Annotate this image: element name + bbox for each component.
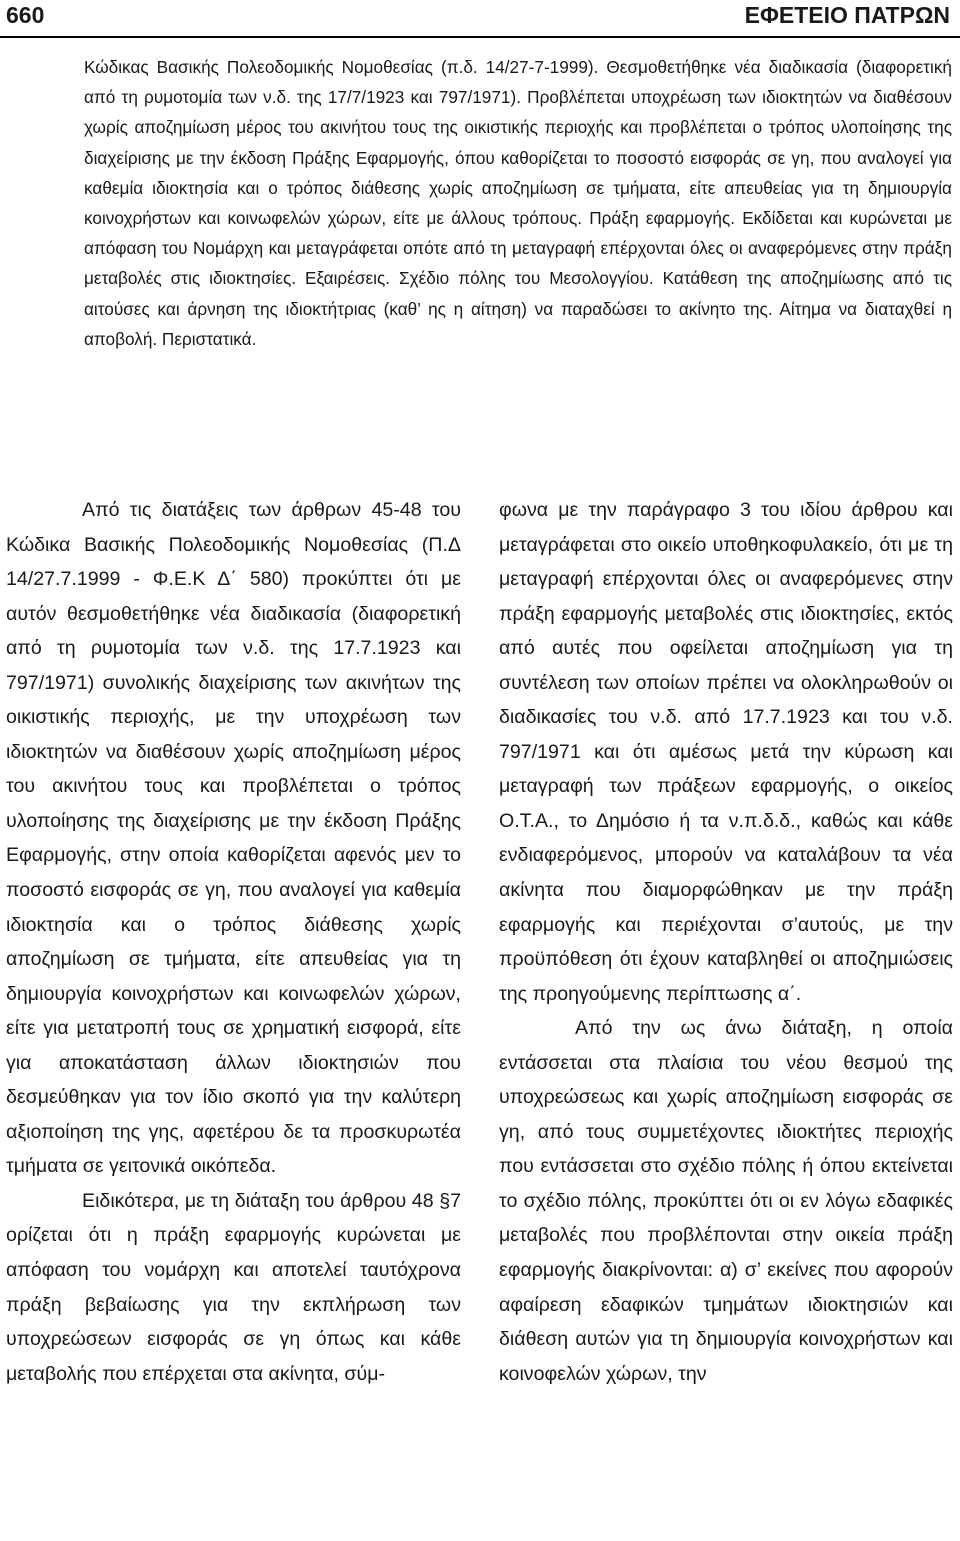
left-column (6, 493, 461, 1391)
left-paragraph-2: Ειδικότερα, με τη διάταξη του άρθρου 48 §7 ορίζεται ότι η πράξη εφαρμογής κυρώνεται με απόφαση του νομάρχη και αποτελεί ταυτόχρονα πράξη βεβαίωσης για την εκπλήρωση των υποχρεώσεων εισφοράς σε γη όπως και κάθε μεταβολής που επέρχεται στα ακίνητα, σύμ- (6, 1189, 461, 1385)
header-rule (0, 36, 960, 38)
right-paragraph-1: φωνα με την παράγραφο 3 του ιδίου άρθρου και μεταγράφεται στο οικείο υποθηκοφυλακείο, ότι με τη μεταγραφή επέρχονται όλες οι αναφερόμενες στην πράξη εφαρμογής μεταβολές στις ιδιοκτησίες, εκτός από αυτές που οφείλεται αποζημίωση για τη συντέλεση των οποίων πρέπει να ολοκληρωθούν οι διαδικασίες του ν.δ. από 17.7.1923 και του ν.δ. 797/1971 και ότι αμέσως μετά την κύρωση και μεταγραφή των πράξεων εφαρμογής, ο οικείος Ο.Τ.Α., το Δημόσιο ή τα ν.π.δ.δ., καθώς και κάθε ενδιαφερόμενος, μπορούν να καταλάβουν τα νέα ακίνητα που διαμορφώθηκαν με την πράξη εφαρμογής και περιέχονται σ’αυτούς, με την προϋπόθεση ότι έχουν καταβληθεί οι αποζημιώσεις της προηγούμενης περίπτωσης α΄. (499, 499, 953, 1005)
left-paragraph-1: Από τις διατάξεις των άρθρων 45-48 του Κώδικα Βασικής Πολεοδομικής Νομοθεσίας (Π.Δ 14/27.7.1999 - Φ.Ε.Κ Δ΄ 580) προκύπτει ότι με αυτόν θεσμοθετήθηκε νέα διαδικασία (διαφορετική από τη ρυμοτομία των ν.δ. της 17.7.1923 και 797/1971) συνολικής διαχείρισης των ακινήτων της οικιστικής περιοχής, με την υποχρέωση των ιδιοκτητών να διαθέσουν χωρίς αποζημίωση μέρος του ακινήτου τους και προβλέπεται ο τρόπος υλοποίησης της διαχείρισης με την έκδοση Πράξης Εφαρμογής, στην οποία καθορίζεται αφενός μεν το ποσοστό εισφοράς σε γη, που αναλογεί για καθεμία ιδιοκτησία και ο τρόπος διάθεσης χωρίς αποζημίωση σε τμήματα, είτε απευθείας για τη δημιουργία κοινοχρήστων και κοινωφελών χώρων, είτε για μετατροπή τους σε χρηματική εισφορά, είτε για αποκατάσταση άλλων ιδιοκτησιών που δεσμεύθηκαν για τον ίδιο σκοπό για την καλύτερη αξιοποίηση της γης, αφετέρου δε τα προσκυρωτέα τμήματα σε γειτονικά οικόπεδα. (6, 499, 461, 1178)
running-head: ΕΦΕΤΕΙΟ ΠΑΤΡΩΝ (744, 2, 950, 28)
case-summary: Κώδικας Βασικής Πολεοδομικής Νομοθεσίας (π.δ. 14/27-7-1999). Θεσμοθετήθηκε νέα διαδικασία (διαφορετική από τη ρυμοτομία των ν.δ. της 17/7/1923 και 797/1971). Προβλέπεται υποχρέωση των ιδιοκτητών να διαθέσουν χωρίς αποζημίωση μέρος του ακινήτου τους της οικιστικής περιοχής και προβλέπεται ο τρόπος υλοποίησης της διαχείρισης με την έκδοση Πράξης Εφαρμογής, όπου καθορίζεται το ποσοστό εισφοράς σε γη, που αναλογεί για καθεμία ιδιοκτησία και ο τρόπος διάθεσης χωρίς αποζημίωση σε τμήματα, είτε απευθείας για τη δημιουργία κοινοχρήστων και κοινωφελών χώρων, είτε με άλλους τρόπους. Πράξη εφαρμογής. Εκδίδεται και κυρώνεται με απόφαση του Νομάρχη και μεταγράφεται οπότε από τη μεταγραφή επέρχονται όλες οι αναφερόμενες στην πράξη μεταβολές στις ιδιοκτησίες. Εξαιρέσεις. Σχέδιο πόλης του Μεσολογγίου. Κατάθεση της αποζημίωσης από τις αιτούσες και άρνηση της ιδιοκτήτριας (καθ’ ης η αίτηση) να παραδώσει το ακίνητο της. Αίτημα να διαταχθεί η αποβολή. Περιστατικά. (84, 57, 952, 349)
page-number: 660 (6, 2, 45, 28)
right-paragraph-2: Από την ως άνω διάταξη, η οποία εντάσσεται στα πλαίσια του νέου θεσμού της υποχρεώσεως και χωρίς αποζημίωση εισφοράς σε γη, από τους συμμετέχοντες ιδιοκτήτες περιοχής που εντάσσεται στο σχέδιο πόλης ή όπου εκτείνεται το σχέδιο πόλης, προκύπτει ότι οι εν λόγω εδαφικές μεταβολές που προβλέπονται στην οικεία πράξη εφαρμογής διακρίνονται: α) σ’ εκείνες που αφορούν αφαίρεση εδαφικών τμημάτων ιδιοκτησιών και διάθεση αυτών για τη δημιουργία κοινοχρήστων και κοινοφελών χώρων, την (499, 1017, 953, 1385)
right-column (499, 493, 953, 1391)
